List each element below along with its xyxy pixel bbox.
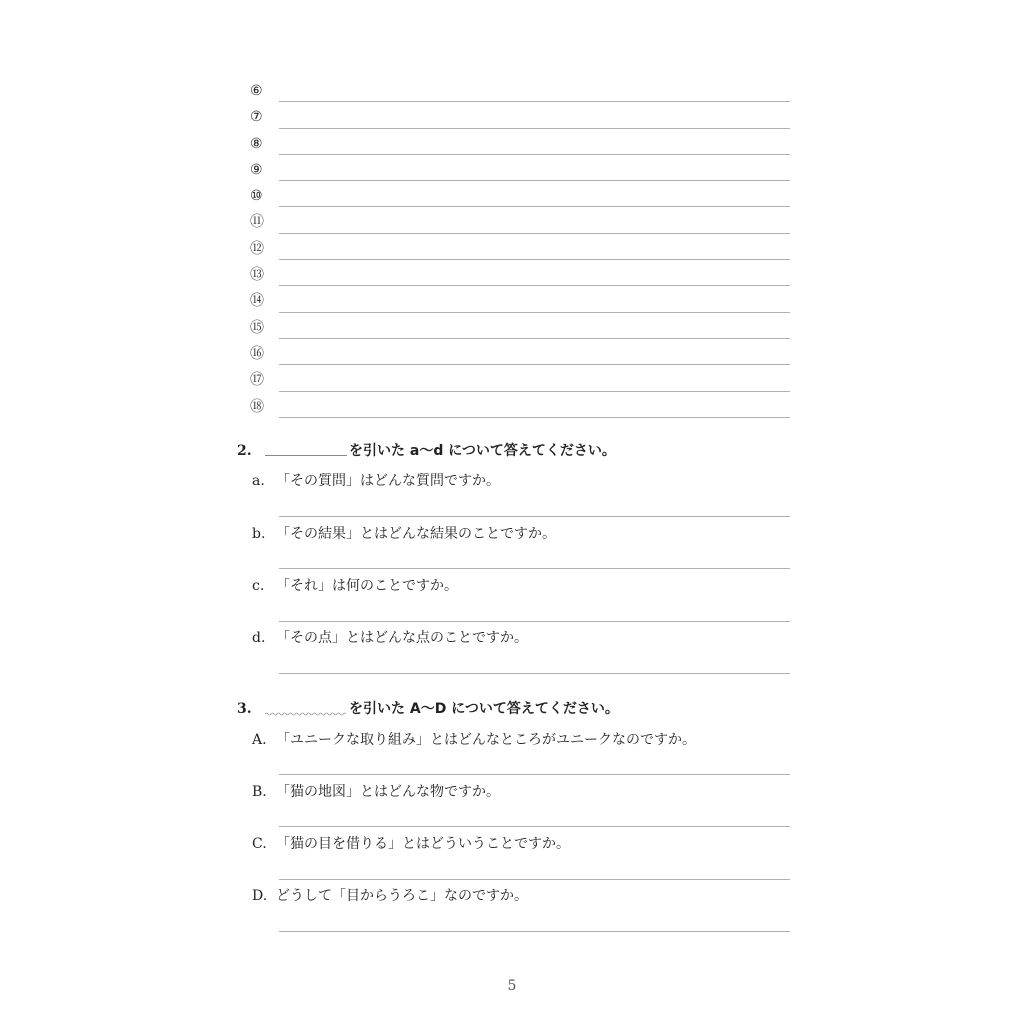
numbered-line[interactable] [250,238,790,264]
question-d [252,629,528,647]
question-text: 「ユニークな取り組み」とはどんなところがユニークなのですか。 [276,732,696,748]
numbered-line[interactable] [250,317,790,343]
answer-line [279,285,790,286]
section-number: 2. [237,443,252,459]
question-A [252,731,696,749]
section-3-title [237,701,619,717]
wavy-underline-sample [265,702,347,714]
numbered-line[interactable] [250,290,790,316]
line-number: ⑧ [250,135,263,152]
question-text: 「その結果」とはどんな結果のことですか。 [276,526,556,542]
section-instruction: を引いた A〜D について答えてください。 [349,701,619,717]
answer-line [279,417,790,418]
answer-line [279,206,790,207]
page-number: 5 [507,978,517,994]
question-text: 「それ」は何のことですか。 [276,578,458,594]
question-text: 「その質問」はどんな質問ですか。 [276,473,500,489]
numbered-answer-lines [250,80,790,422]
numbered-line[interactable] [250,133,790,159]
question-a [252,472,500,490]
numbered-line[interactable] [250,396,790,422]
answer-line [279,128,790,129]
line-number: ⑨ [250,161,263,178]
question-text: 「その点」とはどんな点のことですか。 [276,630,528,646]
question-letter: d. [252,630,266,646]
question-C [252,835,570,853]
line-number: ⑱ [250,398,264,415]
numbered-line[interactable] [250,369,790,395]
numbered-line[interactable] [250,264,790,290]
answer-line-B[interactable] [279,826,790,827]
answer-line-b[interactable] [279,568,790,569]
answer-line-C[interactable] [279,879,790,880]
answer-line-a[interactable] [279,516,790,517]
numbered-line[interactable] [250,211,790,237]
line-number: ⑭ [250,293,264,310]
answer-line-D[interactable] [279,931,790,932]
line-number: ⑮ [250,319,264,336]
answer-line [279,364,790,365]
line-number: ⑯ [250,345,264,362]
answer-line-c[interactable] [279,621,790,622]
answer-line [279,338,790,339]
answer-line-d[interactable] [279,673,790,674]
question-letter: A. [252,732,267,748]
question-letter: c. [252,578,265,594]
numbered-line[interactable] [250,106,790,132]
line-number: ⑬ [250,267,264,284]
answer-line [279,154,790,155]
numbered-line[interactable] [250,343,790,369]
section-number: 3. [237,701,252,717]
line-number: ⑪ [250,214,264,231]
answer-line [279,312,790,313]
numbered-line[interactable] [250,185,790,211]
answer-line-A[interactable] [279,774,790,775]
numbered-line[interactable] [250,80,790,106]
answer-line [279,180,790,181]
numbered-line[interactable] [250,159,790,185]
question-letter: b. [252,526,266,542]
question-letter: B. [252,784,267,800]
question-letter: D. [252,888,268,904]
straight-underline-sample [265,443,347,456]
answer-line [279,233,790,234]
answer-line [279,391,790,392]
answer-line [279,259,790,260]
question-D [252,887,528,905]
question-text: どうして「目からうろこ」なのですか。 [276,888,528,904]
line-number: ⑩ [250,188,263,205]
line-number: ⑦ [250,109,263,126]
section-2-title [237,442,616,459]
question-letter: C. [252,836,267,852]
question-c [252,577,458,595]
line-number: ⑥ [250,83,263,99]
section-instruction: を引いた a〜d について答えてください。 [349,443,616,459]
line-number: ⑫ [250,240,264,257]
line-number: ⑰ [250,372,264,389]
question-text: 「猫の目を借りる」とはどういうことですか。 [276,836,570,852]
question-letter: a. [252,473,265,489]
question-b [252,525,556,543]
question-B [252,783,500,801]
question-text: 「猫の地図」とはどんな物ですか。 [276,784,500,800]
answer-line [279,101,790,102]
